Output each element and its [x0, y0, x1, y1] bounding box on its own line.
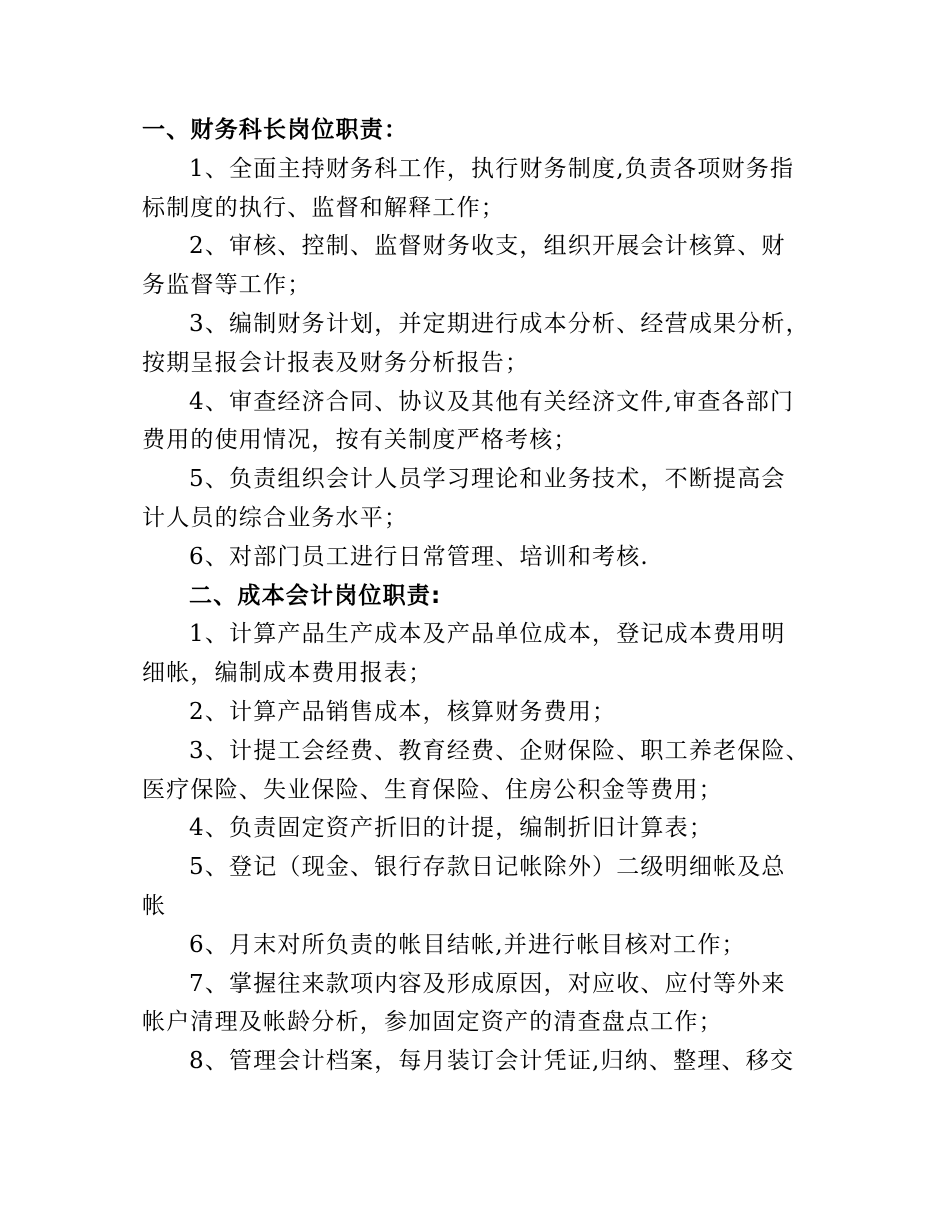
paragraph-line: 标制度的执行、监督和解释工作；	[142, 194, 505, 221]
paragraph-line: 6、月末对所负责的帐目结帐,并进行帐目核对工作；	[189, 931, 746, 958]
paragraph-line: 4、审查经济合同、协议及其他有关经济文件,审查各部门	[189, 388, 795, 415]
section-heading-2: 二、成本会计岗位职责:	[189, 582, 442, 609]
paragraph-line: 1、计算产品生产成本及产品单位成本，登记成本费用明	[189, 621, 786, 648]
paragraph-line: 5、登记（现金、银行存款日记帐除外）二级明细帐及总	[189, 854, 786, 881]
paragraph-line: 费用的使用情况，按有关制度严格考核；	[142, 427, 578, 454]
paragraph-line: 计人员的综合业务水平；	[142, 504, 409, 531]
paragraph-line: 帐	[142, 892, 167, 919]
paragraph-line: 帐户清理及帐龄分析，参加固定资产的清查盘点工作；	[142, 1009, 723, 1036]
paragraph-line: 2、审核、控制、监督财务收支，组织开展会计核算、财	[189, 233, 786, 260]
document-body	[142, 111, 814, 1081]
paragraph-line: 医疗保险、失业保险、生育保险、住房公积金等费用；	[142, 776, 723, 803]
paragraph-line: 6、对部门员工进行日常管理、培训和考核.	[189, 543, 649, 570]
paragraph-line: 按期呈报会计报表及财务分析报告；	[142, 349, 530, 376]
section-heading-1: 一、财务科长岗位职责：	[142, 117, 409, 143]
paragraph-line: 1、全面主持财务科工作，执行财务制度,负责各项财务指	[189, 155, 795, 182]
paragraph-line: 7、掌握往来款项内容及形成原因，对应收、应付等外来	[189, 970, 786, 997]
paragraph-line: 5、负责组织会计人员学习理论和业务技术，不断提高会	[189, 466, 786, 493]
paragraph-line: 务监督等工作；	[142, 272, 312, 299]
paragraph-line: 4、负责固定资产折旧的计提，编制折旧计算表；	[189, 815, 714, 842]
paragraph-line: 8、管理会计档案，每月装订会计凭证,归纳、整理、移交	[189, 1048, 795, 1075]
paragraph-line: 细帐，编制成本费用报表；	[142, 660, 433, 687]
paragraph-line: 2、计算产品销售成本，核算财务费用；	[189, 698, 617, 725]
paragraph-line: 3、计提工会经费、教育经费、企财保险、职工养老保险、	[189, 737, 810, 764]
paragraph-line: 3、编制财务计划，并定期进行成本分析、经营成果分析，	[189, 310, 810, 337]
